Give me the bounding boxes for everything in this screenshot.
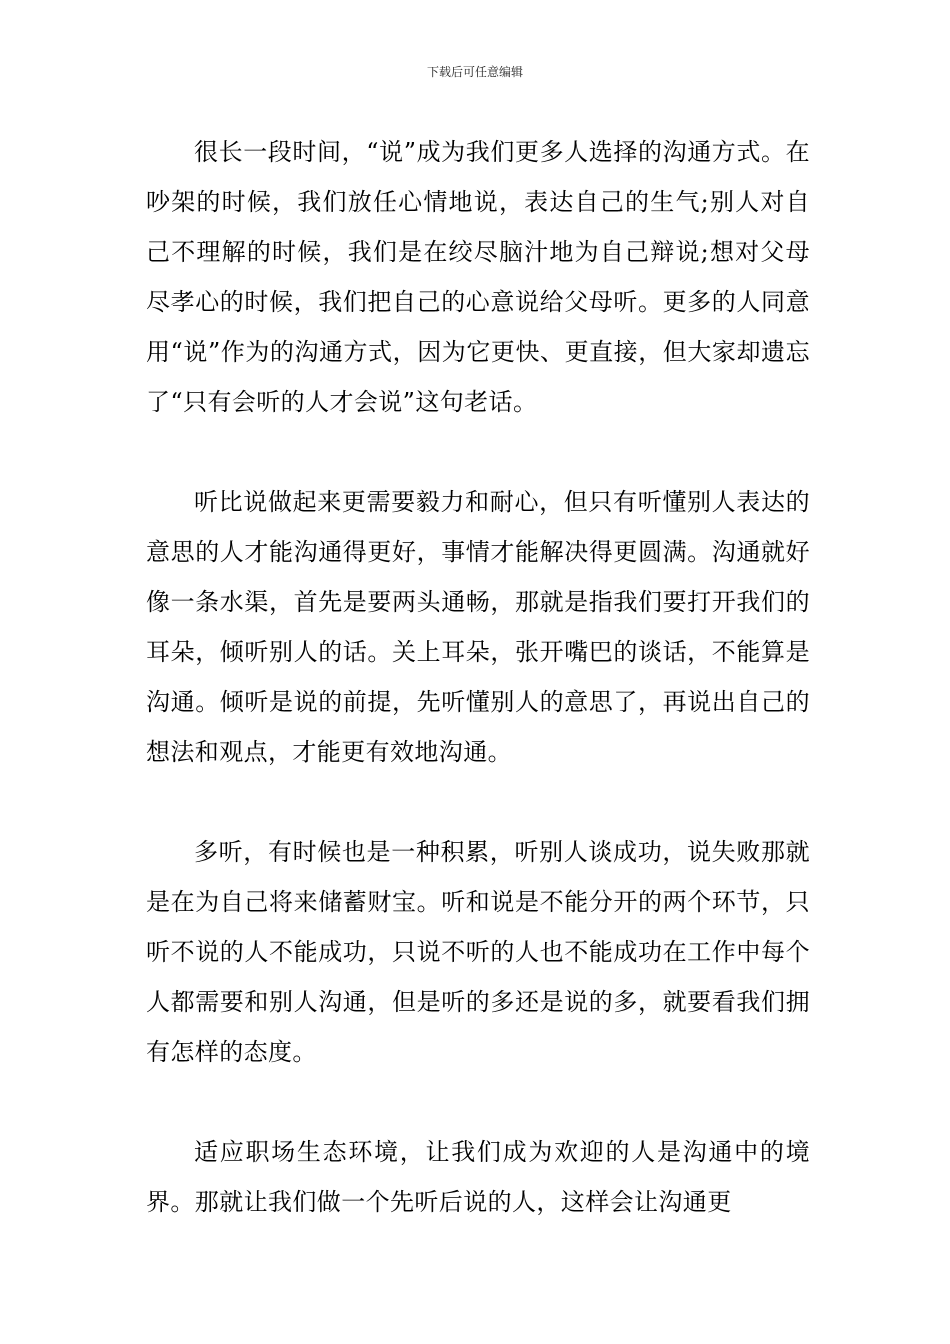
paragraph-1: 很长一段时间，“说”成为我们更多人选择的沟通方式。在吵架的时候，我们放任心情地说，表达自己的生气;别人对自己不理解的时候，我们是在绞尽脑汁地为自己辩说;想对父母尽孝心的时候，我们把自己的心意说给父母听。更多的人同意用“说”作为的沟通方式，因为它更快、更直接，但大家却遗忘了“只有会听的人才会说”这句老话。 — [146, 138, 810, 416]
paragraph-2: 听比说做起来更需要毅力和耐心，但只有听懂别人表达的意思的人才能沟通得更好，事情才能解决得更圆满。沟通就好像一条水渠，首先是要两头通畅，那就是指我们要打开我们的耳朵，倾听别人的话。关上耳朵，张开嘴巴的谈话，不能算是沟通。倾听是说的前提，先听懂别人的意思了，再说出自己的想法和观点，才能更有效地沟通。 — [146, 488, 810, 766]
document-body — [146, 127, 810, 1227]
paragraph-3: 多听，有时候也是一种积累，听别人谈成功，说失败那就是在为自己将来储蓄财宝。听和说是不能分开的两个环节，只听不说的人不能成功，只说不听的人也不能成功在工作中每个人都需要和别人沟通，但是听的多还是说的多，就要看我们拥有怎样的态度。 — [146, 838, 810, 1066]
paragraph-4: 适应职场生态环境，让我们成为欢迎的人是沟通中的境界。那就让我们做一个先听后说的人，这样会让沟通更 — [146, 1138, 810, 1216]
page-header-note: 下载后可任意编辑 — [426, 65, 523, 79]
